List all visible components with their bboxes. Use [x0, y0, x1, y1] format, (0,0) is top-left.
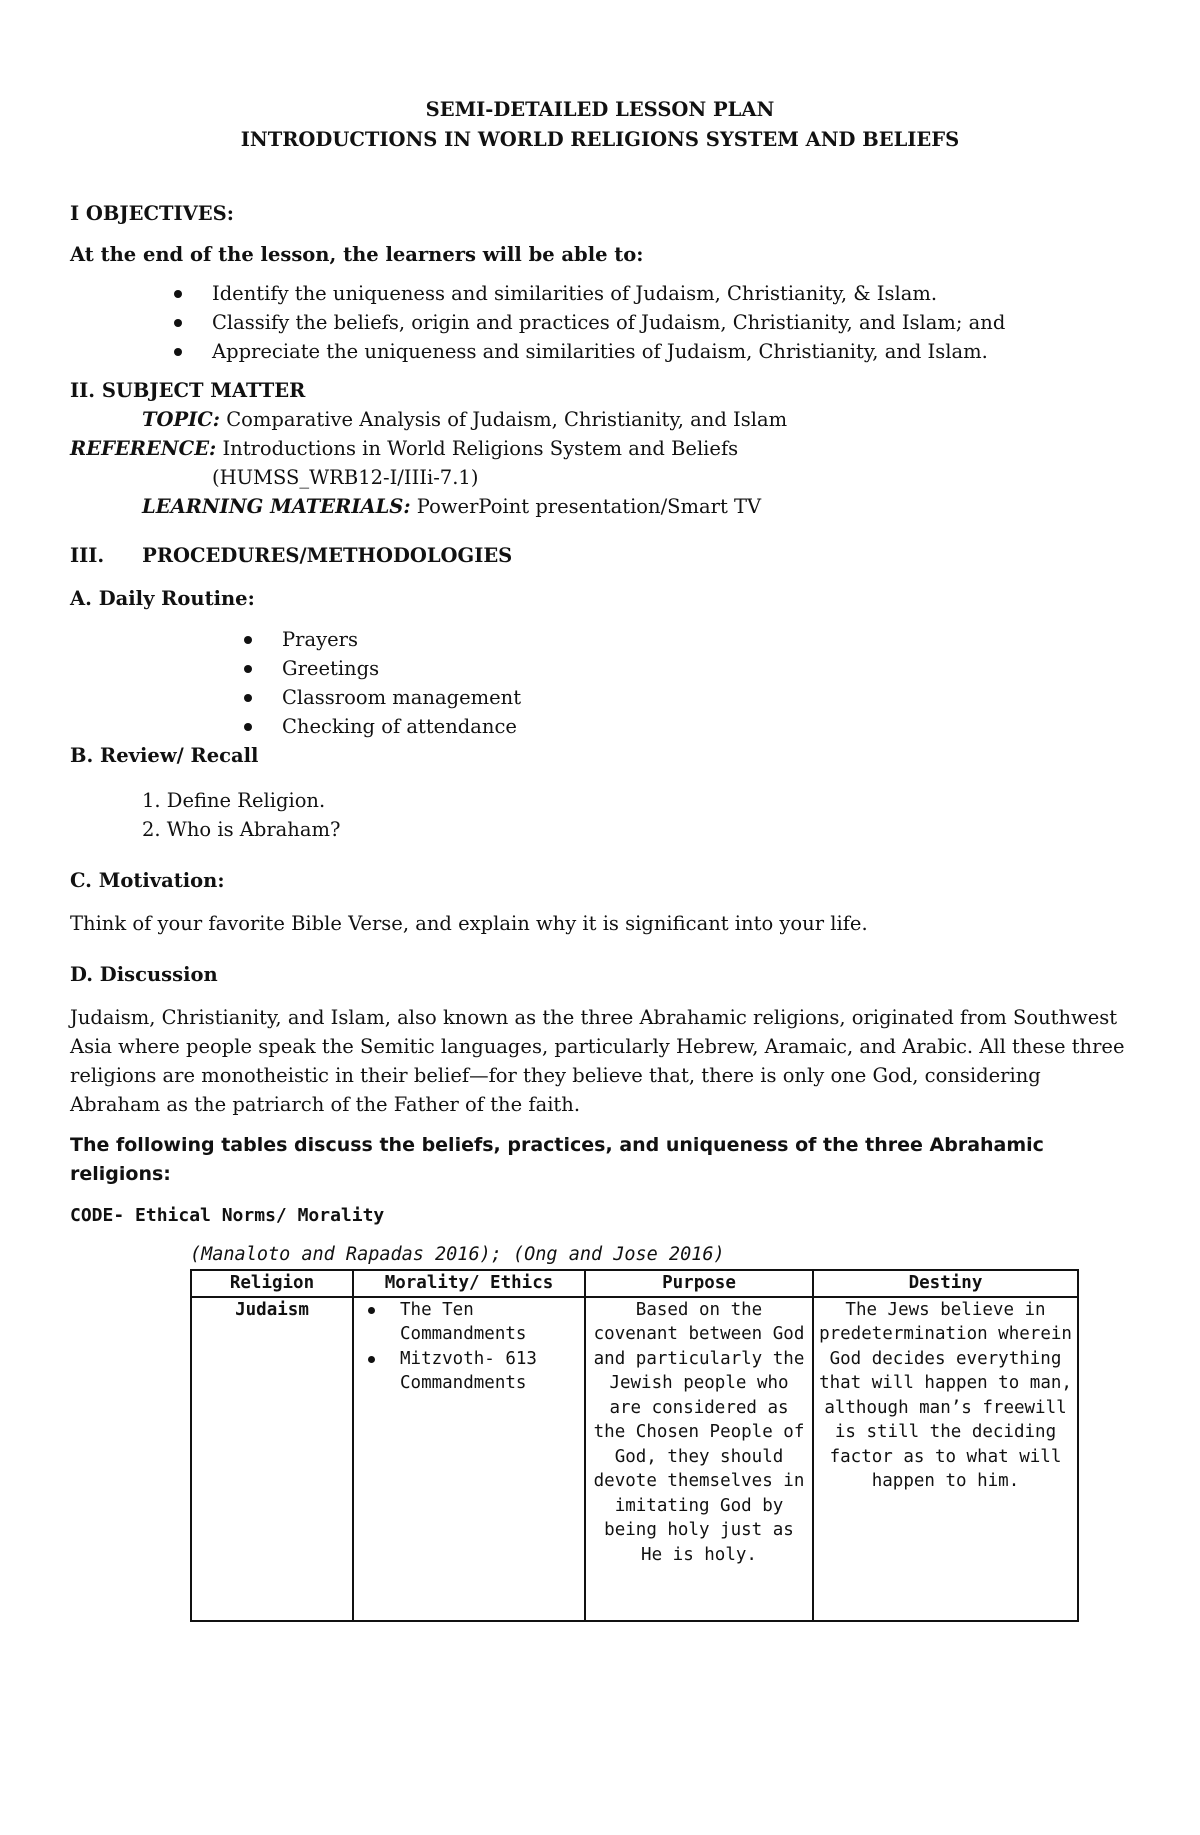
bullet-icon: [244, 665, 252, 673]
list-item: Classroom management: [70, 683, 1130, 712]
list-item: Classify the beliefs, origin and practices of Judaism, Christianity, and Islam; and: [70, 308, 1130, 337]
list-item: 1. Define Religion.: [142, 789, 326, 812]
list-item: Appreciate the uniqueness and similarities of Judaism, Christianity, and Islam.: [70, 337, 1130, 366]
table-header-row: [191, 1270, 1078, 1297]
tables-intro: The following tables discuss the beliefs, practices, and uniqueness of the three Abrahamic religions:: [70, 1134, 1044, 1185]
daily-routine-list: [70, 625, 1130, 741]
bullet-icon: [174, 290, 182, 298]
comparison-table: [190, 1269, 1079, 1622]
list-item: Identify the uniqueness and similarities of Judaism, Christianity, & Islam.: [70, 279, 1130, 308]
lesson-plan-page: [70, 95, 1130, 1622]
motivation-text: Think of your favorite Bible Verse, and explain why it is significant into your life.: [70, 912, 868, 935]
bullet-icon: [244, 694, 252, 702]
table-row: [191, 1297, 1078, 1621]
cell-destiny: The Jews believe in predetermination wherein God decides everything that will happen to man, although man’s freewill is still the deciding factor as to what will happen to him.: [813, 1297, 1078, 1621]
subject-matter-heading: II. SUBJECT MATTER: [70, 379, 306, 402]
procedures-heading: III. PROCEDURES/METHODOLOGIES: [70, 544, 513, 567]
reference-line: REFERENCE: Introductions in World Religions System and Beliefs: [70, 437, 739, 460]
discussion-heading: D. Discussion: [70, 963, 218, 986]
citation: (Manaloto and Rapadas 2016); (Ong and Jose 2016): [190, 1244, 725, 1265]
bullet-icon: [174, 319, 182, 327]
materials-line: LEARNING MATERIALS: PowerPoint presentation/Smart TV: [142, 495, 762, 518]
column-header-purpose: Purpose: [585, 1270, 813, 1297]
bullet-icon: [244, 636, 252, 644]
column-header-morality: Morality/ Ethics: [353, 1270, 585, 1297]
review-heading: B. Review/ Recall: [70, 744, 259, 767]
review-list: [70, 786, 1130, 844]
column-header-religion: Religion: [191, 1270, 353, 1297]
list-item: The Ten Commandments: [358, 1298, 580, 1347]
objectives-heading: I OBJECTIVES:: [70, 202, 234, 225]
objectives-lead: At the end of the lesson, the learners will be able to:: [70, 243, 644, 266]
cell-morality: [353, 1297, 585, 1621]
list-item: 2. Who is Abraham?: [142, 818, 341, 841]
topic-line: TOPIC: Comparative Analysis of Judaism, Christianity, and Islam: [142, 408, 788, 431]
daily-routine-heading: A. Daily Routine:: [70, 587, 255, 610]
reference-code: (HUMSS_WRB12-I/IIIi-7.1): [212, 466, 479, 489]
document-subtitle: INTRODUCTIONS IN WORLD RELIGIONS SYSTEM AND BELIEFS: [240, 128, 960, 151]
list-item: Checking of attendance: [70, 712, 1130, 741]
list-item: Greetings: [70, 654, 1130, 683]
document-title: SEMI-DETAILED LESSON PLAN: [425, 98, 775, 121]
bullet-icon: [368, 1356, 375, 1363]
morality-list: [358, 1298, 580, 1396]
discussion-text: Judaism, Christianity, and Islam, also known as the three Abrahamic religions, originated from Southwest Asia where people speak the Semitic languages, particularly Hebrew, Aramaic, and Arabic. All these three religions are monotheistic in their belief—for they believe that, there is only one God, considering Abraham as the patriarch of the Father of the faith.: [70, 1006, 1125, 1116]
bullet-icon: [368, 1307, 375, 1314]
list-item: Mitzvoth- 613 Commandments: [358, 1347, 580, 1396]
objectives-list: [70, 279, 1130, 366]
bullet-icon: [244, 723, 252, 731]
cell-religion: Judaism: [191, 1297, 353, 1621]
bullet-icon: [174, 348, 182, 356]
cell-purpose: Based on the covenant between God and particularly the Jewish people who are considered as the Chosen People of God, they should devote themselves in imitating God by being holy just as He is holy.: [585, 1297, 813, 1621]
code-heading: CODE- Ethical Norms/ Morality: [70, 1205, 385, 1226]
motivation-heading: C. Motivation:: [70, 869, 225, 892]
list-item: Prayers: [70, 625, 1130, 654]
column-header-destiny: Destiny: [813, 1270, 1078, 1297]
